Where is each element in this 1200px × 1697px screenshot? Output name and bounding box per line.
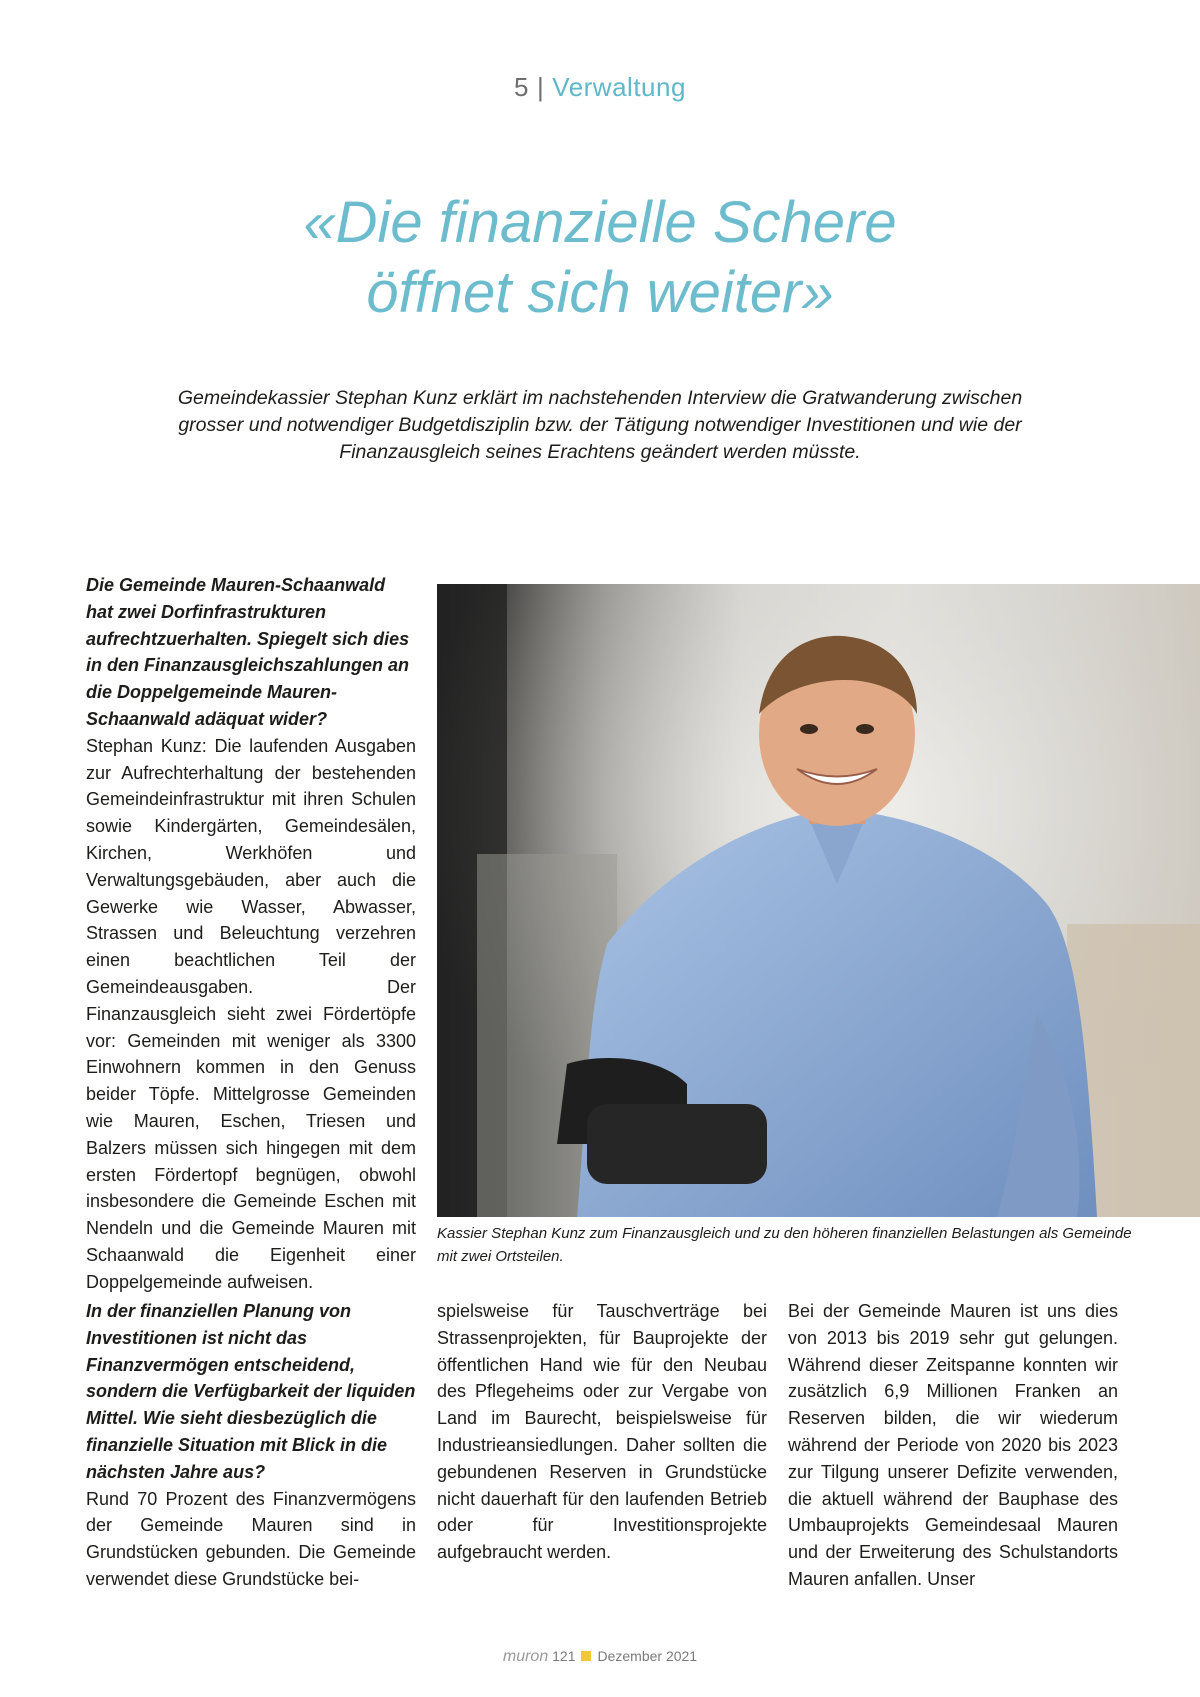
issue-number: 121 xyxy=(552,1648,576,1664)
magazine-brand: muron xyxy=(502,1648,549,1665)
page-number: 5 xyxy=(514,72,530,102)
page-footer xyxy=(0,1648,1200,1666)
article-title xyxy=(0,188,1200,328)
interview-question-1: Die Gemeinde Mauren-Schaanwald hat zwei Dorfinfrastrukturen aufrechtzuerhalten. Spiegelt sich dies in den Finanzausgleichszahlungen an die Doppelgemeinde Mauren-Schaanwald adäquat wider? xyxy=(86,575,410,729)
portrait-photo xyxy=(437,584,1200,1217)
issue-date: Dezember 2021 xyxy=(597,1648,698,1664)
interview-question-2: In der finanziellen Planung von Investitionen ist nicht das Finanzvermögen entscheidend, sondern die Verfügbarkeit der liquiden Mittel. Wie sieht diesbezüglich die finanzielle Situation mit Blick in die nächsten Jahre aus? xyxy=(86,1301,416,1482)
portrait-illustration xyxy=(437,584,1200,1217)
speaker-name: Stephan Kunz: xyxy=(86,735,207,756)
column-lower-3: Bei der Gemeinde Mauren ist uns dies von 2013 bis 2019 sehr gut gelungen. Während dieser Zeitspanne konnten wir zusätzlich 6,9 Millionen Franken an Reserven bilden, die wir wiederum während der Periode von 2020 bis 2023 zur Tilgung unserer Defizite verwenden, die aktuell während der Bauphase des Umbauprojekts Gemeindesaal Mauren und der Erweiterung des Schulstandorts Mauren anfallen. Unser xyxy=(788,1301,1118,1589)
header-separator: | xyxy=(537,72,545,102)
column-1 xyxy=(86,572,416,1296)
answer-2-part-1: Rund 70 Prozent des Finanzvermögens der Gemeinde Mauren sind in Grundstücken gebunden. Die Gemeinde verwendet diese Grundstücke bei- xyxy=(86,1488,416,1589)
photo-caption: Kassier Stephan Kunz zum Finanzausgleich und zu den höheren finanziellen Belastungen als Gemeinde mit zwei Ortsteilen. xyxy=(437,1225,1132,1265)
answer-text: Die laufenden Ausgaben zur Aufrechterhaltung der bestehenden Gemeindeinfrastruktur mit ihren Schulen sowie Kindergärten, Gemeindesälen, Kirchen, Werkhöfen und Verwaltungsgebäuden, aber auch die Gewerke wie Wasser, Abwasser, Strassen und Beleuchtung verzehren einen beachtlichen Teil der Gemeindeausgaben. Der Finanzausgleich sieht zwei Fördertöpfe vor: Gemeinden mit weniger als 3300 Einwohnern kommen in den Genuss beider Töpfe. Mittelgrosse Gemeinden wie Mauren, Eschen, Triesen und Balzers müssen sich hingegen mit dem ersten Fördertopf begnügen, obwohl insbesondere die Gemeinde Eschen mit Nendeln und die Gemeinde Mauren mit Schaanwald die Eigenheit einer Doppelgemeinde aufweisen. xyxy=(86,735,416,1292)
section-title: Verwaltung xyxy=(552,72,686,102)
footer-square-icon xyxy=(581,1651,591,1661)
column-lower-1 xyxy=(86,1298,416,1593)
title-line-1: «Die finanzielle Schere xyxy=(303,190,897,255)
column-lower-2: spielsweise für Tauschverträge bei Strassenprojekten, für Bauprojekte der öffentlichen Hand wie für den Neubau des Pflegeheims oder zur Vergabe von Land im Baurecht, beispielsweise für Industrieansiedlungen. Daher sollten die gebundenen Reserven in Grundstücke nicht dauerhaft für den laufenden Betrieb oder für Investitionsprojekte aufgebraucht werden. xyxy=(437,1301,767,1563)
page-header xyxy=(0,72,1200,103)
title-line-2: öffnet sich weiter» xyxy=(366,260,834,325)
interview-answer-1 xyxy=(86,733,416,1296)
article-lead: Gemeindekassier Stephan Kunz erklärt im nachstehenden Interview die Gratwanderung zwischen grosser und notwendiger Budgetdisziplin bzw. der Tätigung notwendiger Investitionen und wie der Finanzausgleich seines Erachtens geändert werden müsste. xyxy=(177,387,1023,463)
